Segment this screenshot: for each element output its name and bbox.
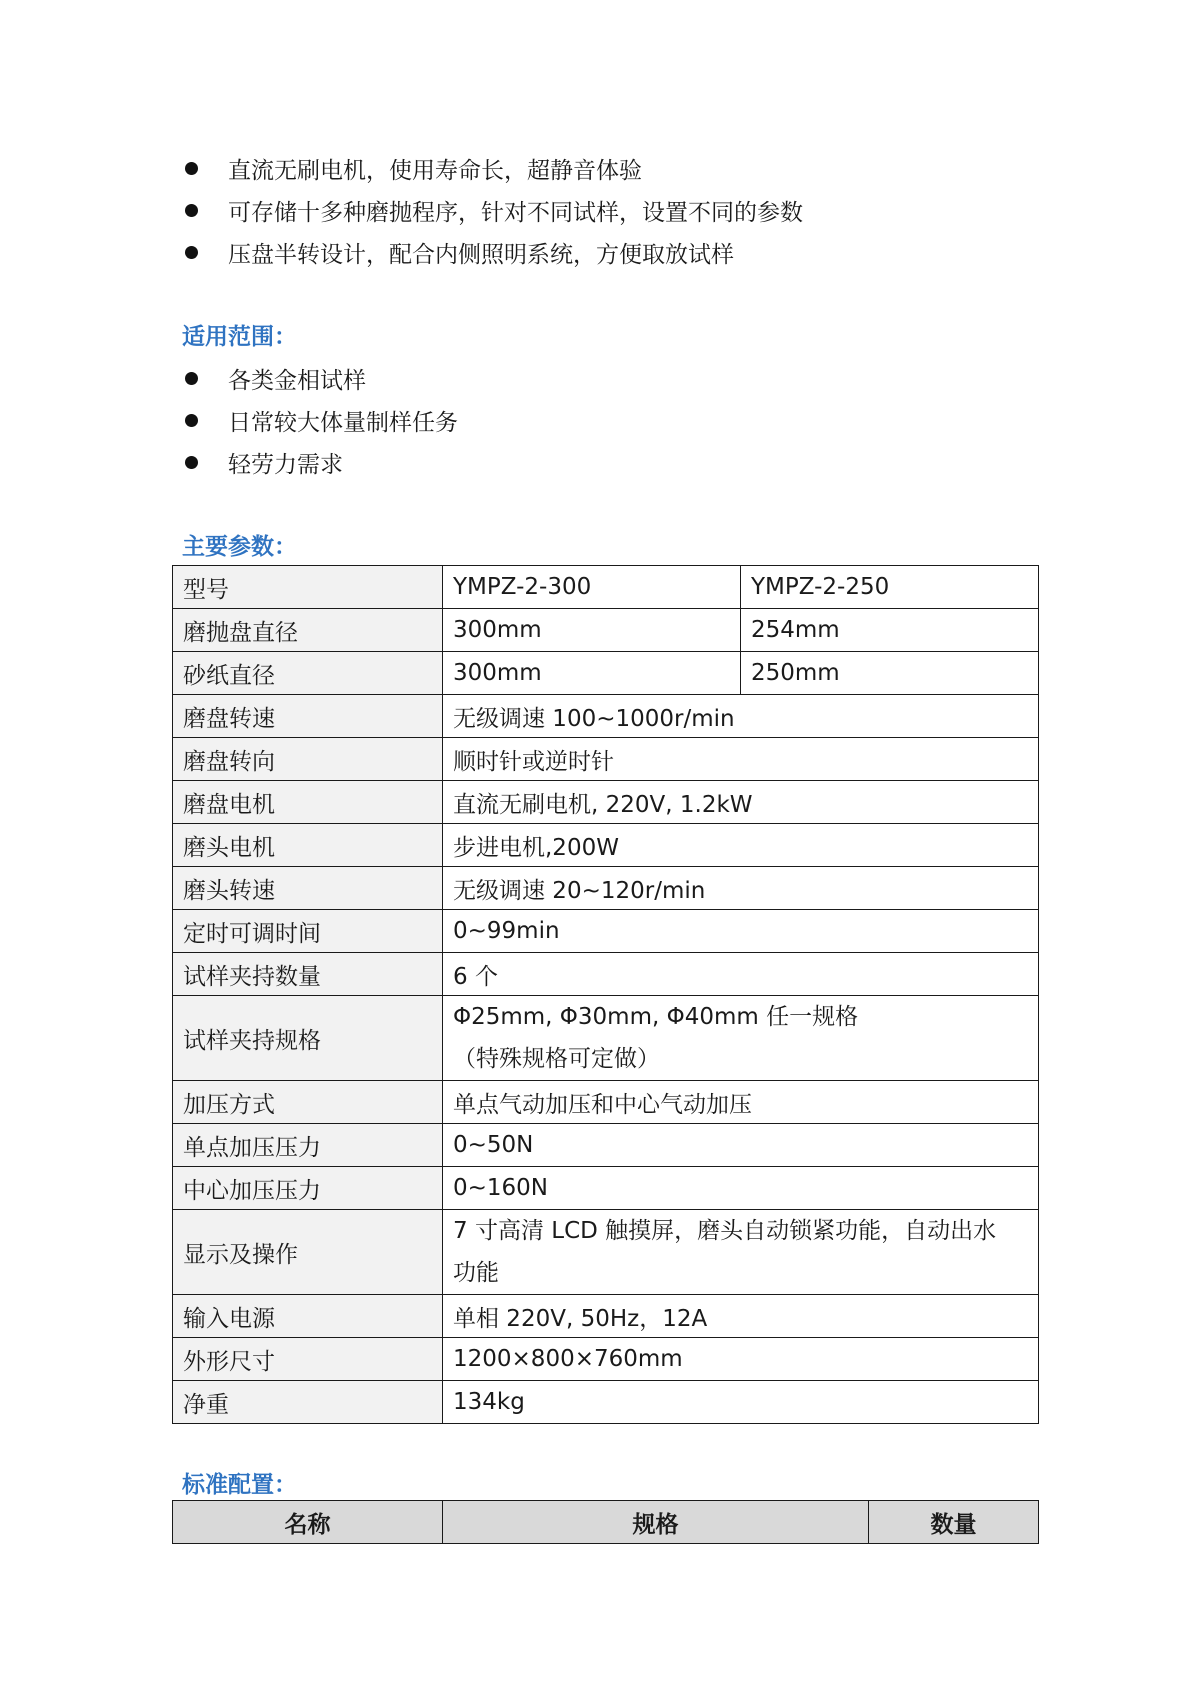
param-value: YMPZ-2-250 bbox=[741, 566, 1039, 609]
param-value: 无级调速 20~120r/min bbox=[443, 867, 1039, 910]
param-value: 250mm bbox=[741, 652, 1039, 695]
list-item bbox=[185, 357, 458, 399]
param-value: 步进电机,200W bbox=[443, 824, 1039, 867]
param-value: 无级调速 100~1000r/min bbox=[443, 695, 1039, 738]
table-header-row bbox=[173, 1501, 1039, 1544]
param-label: 显示及操作 bbox=[173, 1210, 443, 1295]
param-label: 单点加压压力 bbox=[173, 1124, 443, 1167]
param-value: 直流无刷电机, 220V, 1.2kW bbox=[443, 781, 1039, 824]
scope-text: 轻劳力需求 bbox=[228, 451, 343, 478]
param-label: 中心加压压力 bbox=[173, 1167, 443, 1210]
param-label: 磨盘转向 bbox=[173, 738, 443, 781]
param-value: 300mm bbox=[443, 609, 741, 652]
param-label: 磨盘电机 bbox=[173, 781, 443, 824]
column-header-qty: 数量 bbox=[869, 1501, 1039, 1544]
param-label: 加压方式 bbox=[173, 1081, 443, 1124]
list-item bbox=[185, 231, 803, 273]
param-label: 试样夹持规格 bbox=[173, 996, 443, 1081]
list-item bbox=[185, 399, 458, 441]
scope-list bbox=[185, 357, 458, 483]
feature-text: 直流无刷电机，使用寿命长，超静音体验 bbox=[228, 157, 642, 184]
bullet-dot-icon bbox=[185, 456, 198, 469]
table-row bbox=[173, 1381, 1039, 1424]
feature-text: 压盘半转设计，配合内侧照明系统，方便取放试样 bbox=[228, 241, 734, 268]
param-value-line: 7 寸高清 LCD 触摸屏，磨头自动锁紧功能，自动出水 bbox=[453, 1218, 997, 1244]
param-value: 300mm bbox=[443, 652, 741, 695]
param-label: 磨盘转速 bbox=[173, 695, 443, 738]
param-label: 外形尺寸 bbox=[173, 1338, 443, 1381]
bullet-dot-icon bbox=[185, 372, 198, 385]
params-table bbox=[172, 565, 1039, 1424]
table-row bbox=[173, 781, 1039, 824]
table-row bbox=[173, 566, 1039, 609]
param-value: 顺时针或逆时针 bbox=[443, 738, 1039, 781]
param-value: 1200×800×760mm bbox=[443, 1338, 1039, 1381]
table-row bbox=[173, 1338, 1039, 1381]
param-value: 254mm bbox=[741, 609, 1039, 652]
config-heading: 标准配置： bbox=[182, 1472, 297, 1498]
table-row bbox=[173, 867, 1039, 910]
table-row bbox=[173, 996, 1039, 1081]
bullet-dot-icon bbox=[185, 414, 198, 427]
param-label: 输入电源 bbox=[173, 1295, 443, 1338]
table-row bbox=[173, 910, 1039, 953]
scope-text: 日常较大体量制样任务 bbox=[228, 409, 458, 436]
table-row bbox=[173, 695, 1039, 738]
column-header-name: 名称 bbox=[173, 1501, 443, 1544]
param-label: 砂纸直径 bbox=[173, 652, 443, 695]
table-row bbox=[173, 1295, 1039, 1338]
param-value: YMPZ-2-300 bbox=[443, 566, 741, 609]
feature-text: 可存储十多种磨抛程序，针对不同试样，设置不同的参数 bbox=[228, 199, 803, 226]
param-value-line: Φ25mm, Φ30mm, Φ40mm 任一规格 bbox=[453, 1004, 859, 1030]
param-label: 定时可调时间 bbox=[173, 910, 443, 953]
param-value: 6 个 bbox=[443, 953, 1039, 996]
param-value bbox=[443, 996, 1039, 1081]
table-row bbox=[173, 609, 1039, 652]
bullet-dot-icon bbox=[185, 162, 198, 175]
list-item bbox=[185, 441, 458, 483]
param-label: 磨头转速 bbox=[173, 867, 443, 910]
param-label: 净重 bbox=[173, 1381, 443, 1424]
param-label: 型号 bbox=[173, 566, 443, 609]
param-value: 单点气动加压和中心气动加压 bbox=[443, 1081, 1039, 1124]
table-row bbox=[173, 1167, 1039, 1210]
table-row bbox=[173, 652, 1039, 695]
table-row bbox=[173, 1081, 1039, 1124]
scope-heading: 适用范围： bbox=[182, 324, 297, 350]
scope-text: 各类金相试样 bbox=[228, 367, 366, 394]
param-value: 0~160N bbox=[443, 1167, 1039, 1210]
param-label: 磨头电机 bbox=[173, 824, 443, 867]
table-row bbox=[173, 1124, 1039, 1167]
params-heading: 主要参数： bbox=[182, 534, 297, 560]
table-row bbox=[173, 1210, 1039, 1295]
bullet-dot-icon bbox=[185, 246, 198, 259]
param-value-line: （特殊规格可定做） bbox=[453, 1046, 660, 1072]
param-value bbox=[443, 1210, 1039, 1295]
param-value: 0~50N bbox=[443, 1124, 1039, 1167]
param-value-line: 功能 bbox=[453, 1260, 499, 1286]
list-item bbox=[185, 147, 803, 189]
param-value: 单相 220V, 50Hz，12A bbox=[443, 1295, 1039, 1338]
param-label: 试样夹持数量 bbox=[173, 953, 443, 996]
param-label: 磨抛盘直径 bbox=[173, 609, 443, 652]
table-row bbox=[173, 953, 1039, 996]
column-header-spec: 规格 bbox=[443, 1501, 869, 1544]
param-value: 0~99min bbox=[443, 910, 1039, 953]
table-row bbox=[173, 824, 1039, 867]
list-item bbox=[185, 189, 803, 231]
table-row bbox=[173, 738, 1039, 781]
param-value: 134kg bbox=[443, 1381, 1039, 1424]
feature-list bbox=[185, 147, 803, 273]
config-table bbox=[172, 1500, 1039, 1544]
bullet-dot-icon bbox=[185, 204, 198, 217]
